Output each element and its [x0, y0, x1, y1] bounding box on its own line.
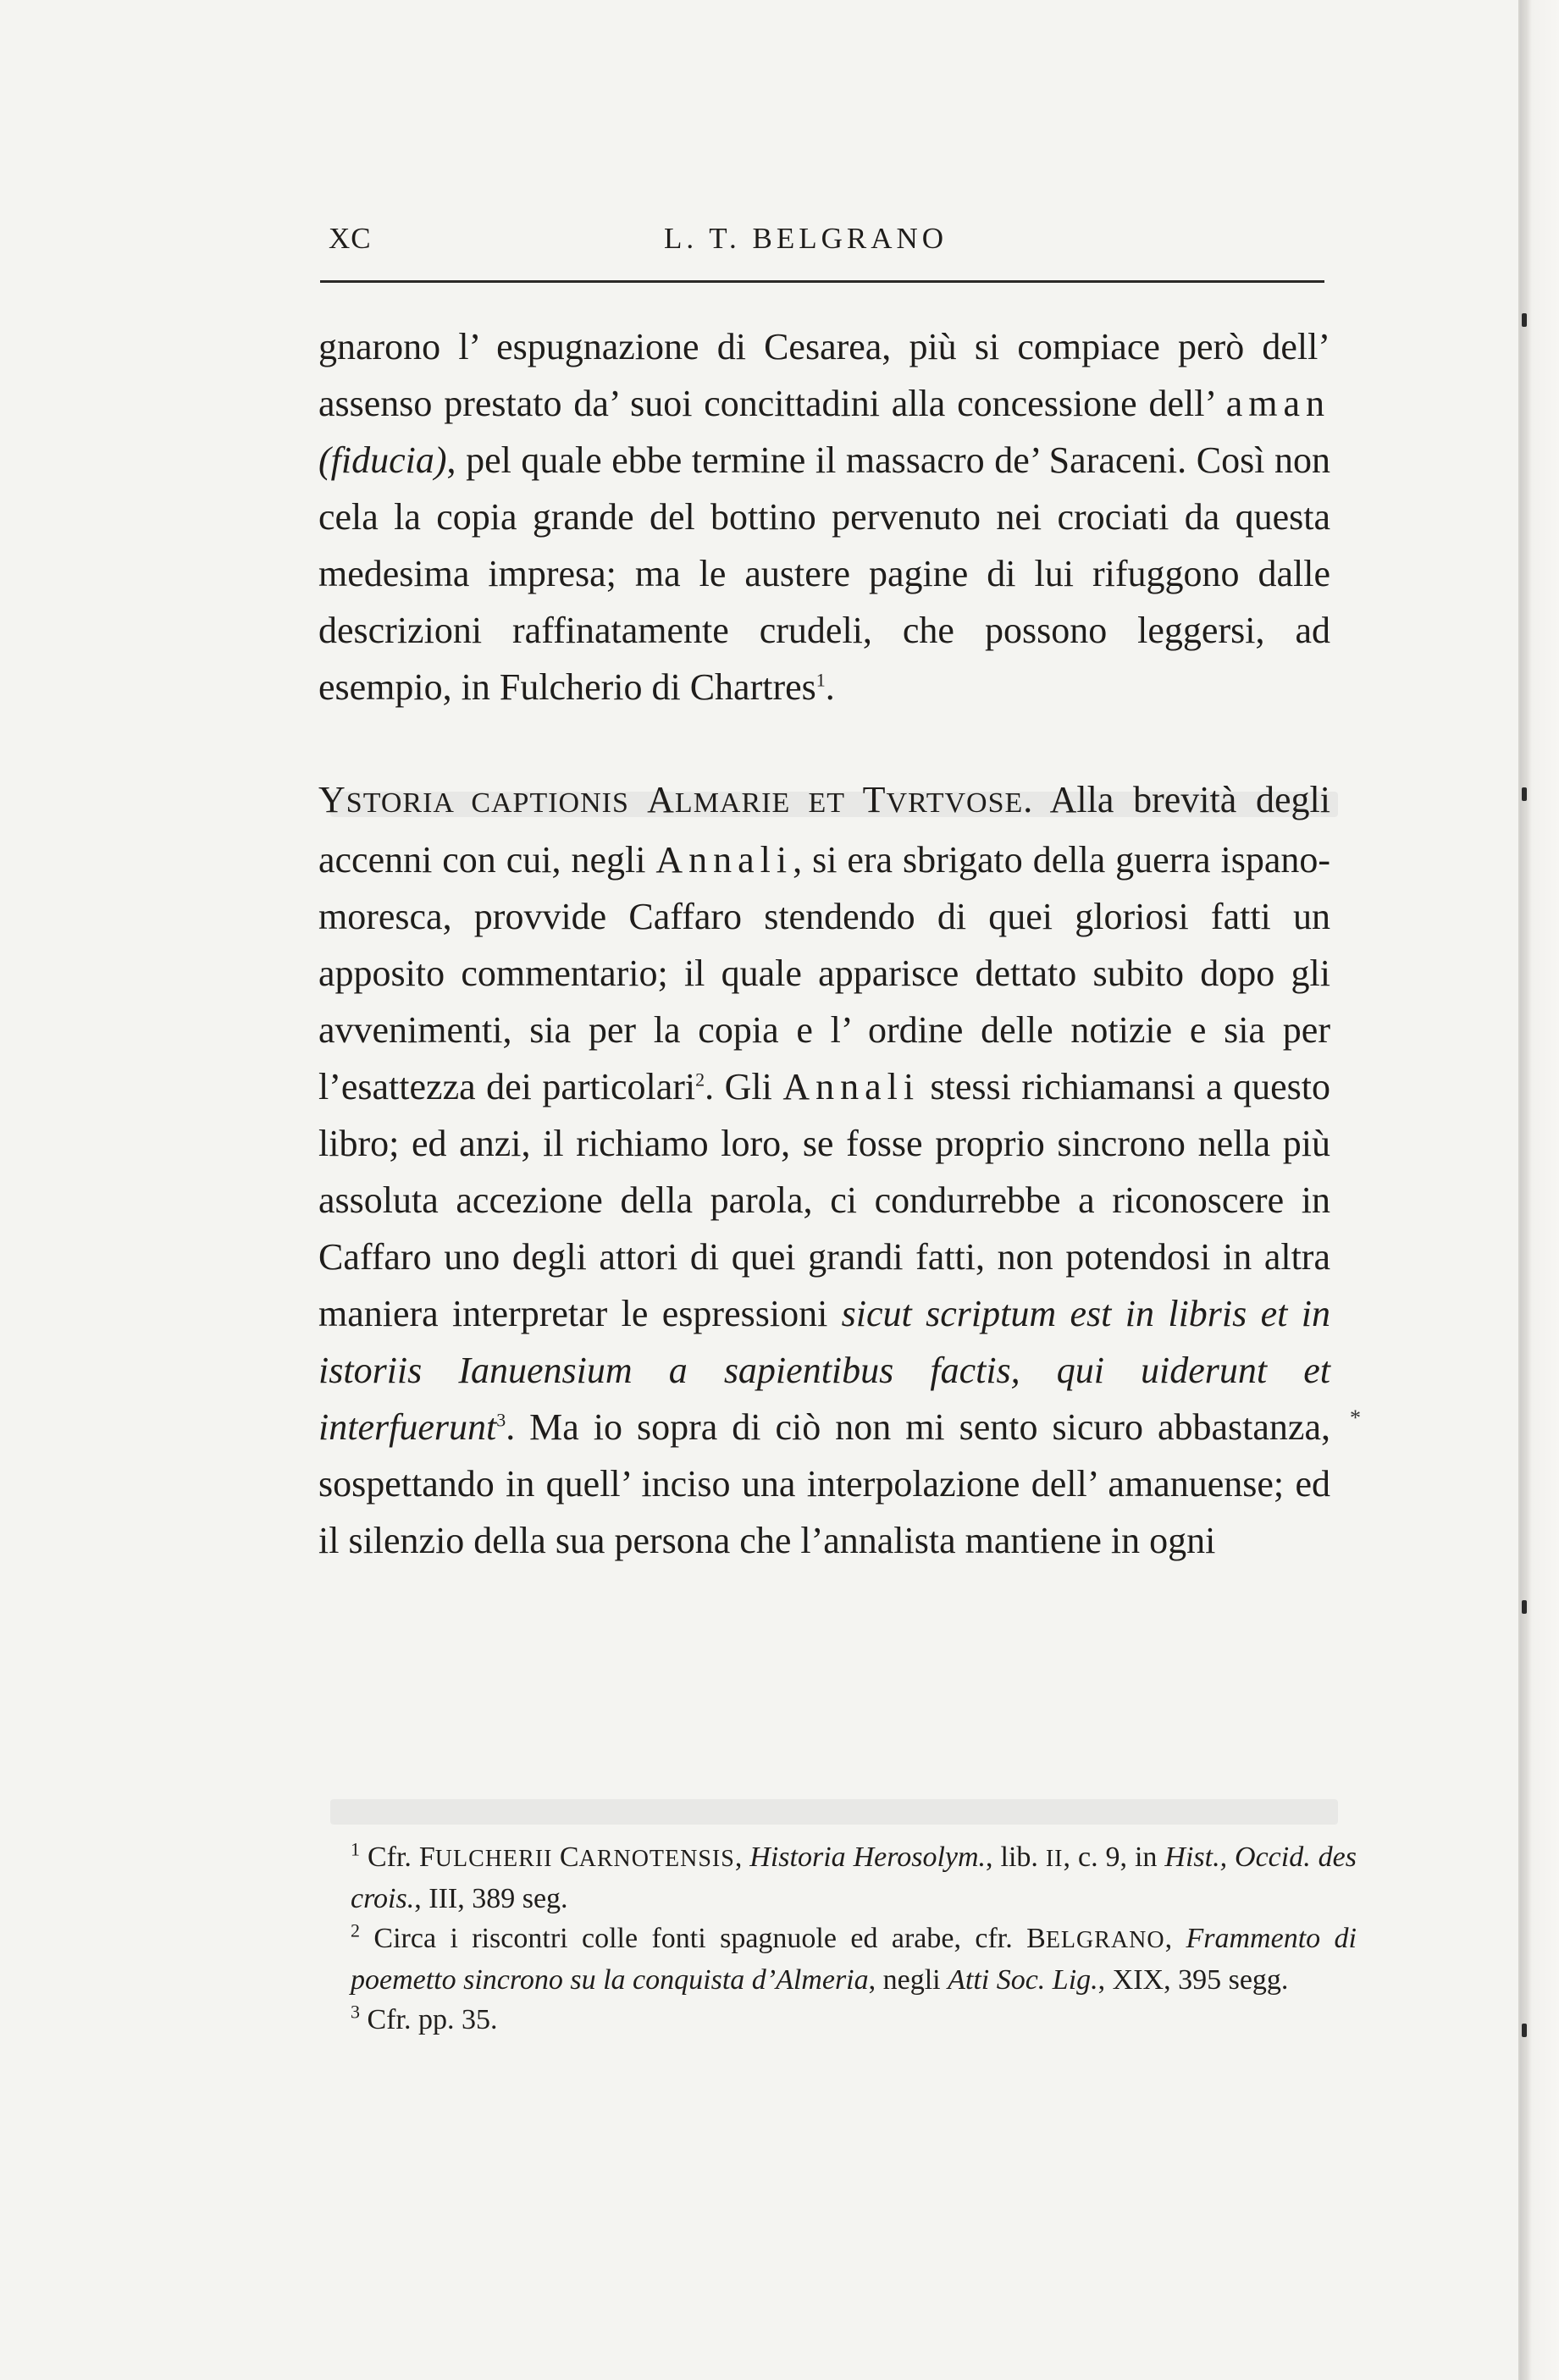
footnote-marker: 1	[351, 1838, 360, 1860]
footnote-2: $^2$ Circa i riscontri colle fonti spagnuole ed arabe, cfr. BELGRANO, Frammento di poemetto sincrono su la conquista d’Almeria, negli Atti Soc. Lig., XIX, 395 segg.	[351, 1919, 1357, 1996]
italic-quote: sicut scriptum est in libris et in istoriis Ianuensium a sapientibus factis, qui uiderunt et interfuerunt	[318, 1293, 1330, 1448]
page-number: XC	[329, 222, 372, 255]
binding-mark	[1522, 787, 1527, 801]
binding-mark	[1522, 1600, 1527, 1614]
paragraph-1: gnarono l’ espugnazione di Cesarea, più si compiace però dell’ assenso prestato da’ suoi concittadini alla concessione dell’ aman (fiducia), pel quale ebbe termine il massacro de’ Saraceni. Così non cela la copia grande del bottino pervenuto nei crociati da questa medesima impresa; ma le austere pagine di lui rifuggono dalle descrizioni raffinatamente crudeli, che possono leggersi, ad esempio, in Fulcherio di Chartres$^1$.	[318, 326, 1330, 708]
paragraph-gap	[318, 715, 1330, 771]
footnote-ref-1: 1	[815, 669, 826, 691]
footnote-ref-3: 3	[496, 1409, 506, 1431]
header-rule	[320, 280, 1324, 283]
section-heading: YSTORIA CAPTIONIS ALMARIE ET TVRTVOSE	[318, 779, 1024, 820]
binding-mark	[1522, 313, 1527, 327]
margin-mark: *	[1350, 1405, 1361, 1430]
show-through	[330, 1799, 1338, 1825]
footnote-marker: 3	[351, 2001, 360, 2023]
footnote-1: $^1$ Cfr. FULCHERII CARNOTENSIS, Historia Herosolym., lib. II, c. 9, in Hist., Occid. des crois., III, 389 seg.	[351, 1838, 1357, 1914]
footnote-marker: 2	[351, 1919, 360, 1941]
spaced-term: Annali	[782, 1066, 920, 1107]
footnote-ref-2: 2	[695, 1069, 705, 1091]
spaced-term: aman	[1225, 383, 1330, 424]
italic-term: (fiducia)	[318, 439, 447, 481]
footnote-3: $^3$ Cfr. pp. 35.	[351, 2001, 498, 2035]
spaced-term: Annali	[655, 839, 793, 881]
page-header	[320, 222, 1324, 262]
running-head: L. T. BELGRANO	[664, 222, 948, 255]
binding-mark	[1522, 2024, 1527, 2037]
main-text	[318, 318, 1330, 1569]
paragraph-2: YSTORIA CAPTIONIS ALMARIE ET TVRTVOSE. Alla brevità degli accenni con cui, negli Annali, si era sbrigato della guerra ispano-moresca, provvide Caffaro stendendo di quei gloriosi fatti un apposito commentario; il quale apparisce dettato subito dopo gli avvenimenti, sia per la copia e l’ ordine delle notizie e sia per l’esattezza dei particolari$^2$. Gli Annali stessi richiamansi a questo libro; ed anzi, il richiamo loro, se fosse proprio sincrono nella più assoluta accezione della parola, ci condurrebbe a riconoscere in Caffaro uno degli attori di quei grandi fatti, non potendosi in altra maniera interpretar le espressioni sicut scriptum est in libris et in istoriis Ianuensium a sapientibus factis, qui uiderunt et interfuerunt$^3$. Ma io sopra di ciò non mi sento sicuro abbastanza, sospettando in quell’ inciso una interpolazione dell’ amanuense; ed il silenzio della sua persona che l’annalista mantiene in ogni	[318, 779, 1330, 1561]
footnotes	[308, 1837, 1357, 2040]
